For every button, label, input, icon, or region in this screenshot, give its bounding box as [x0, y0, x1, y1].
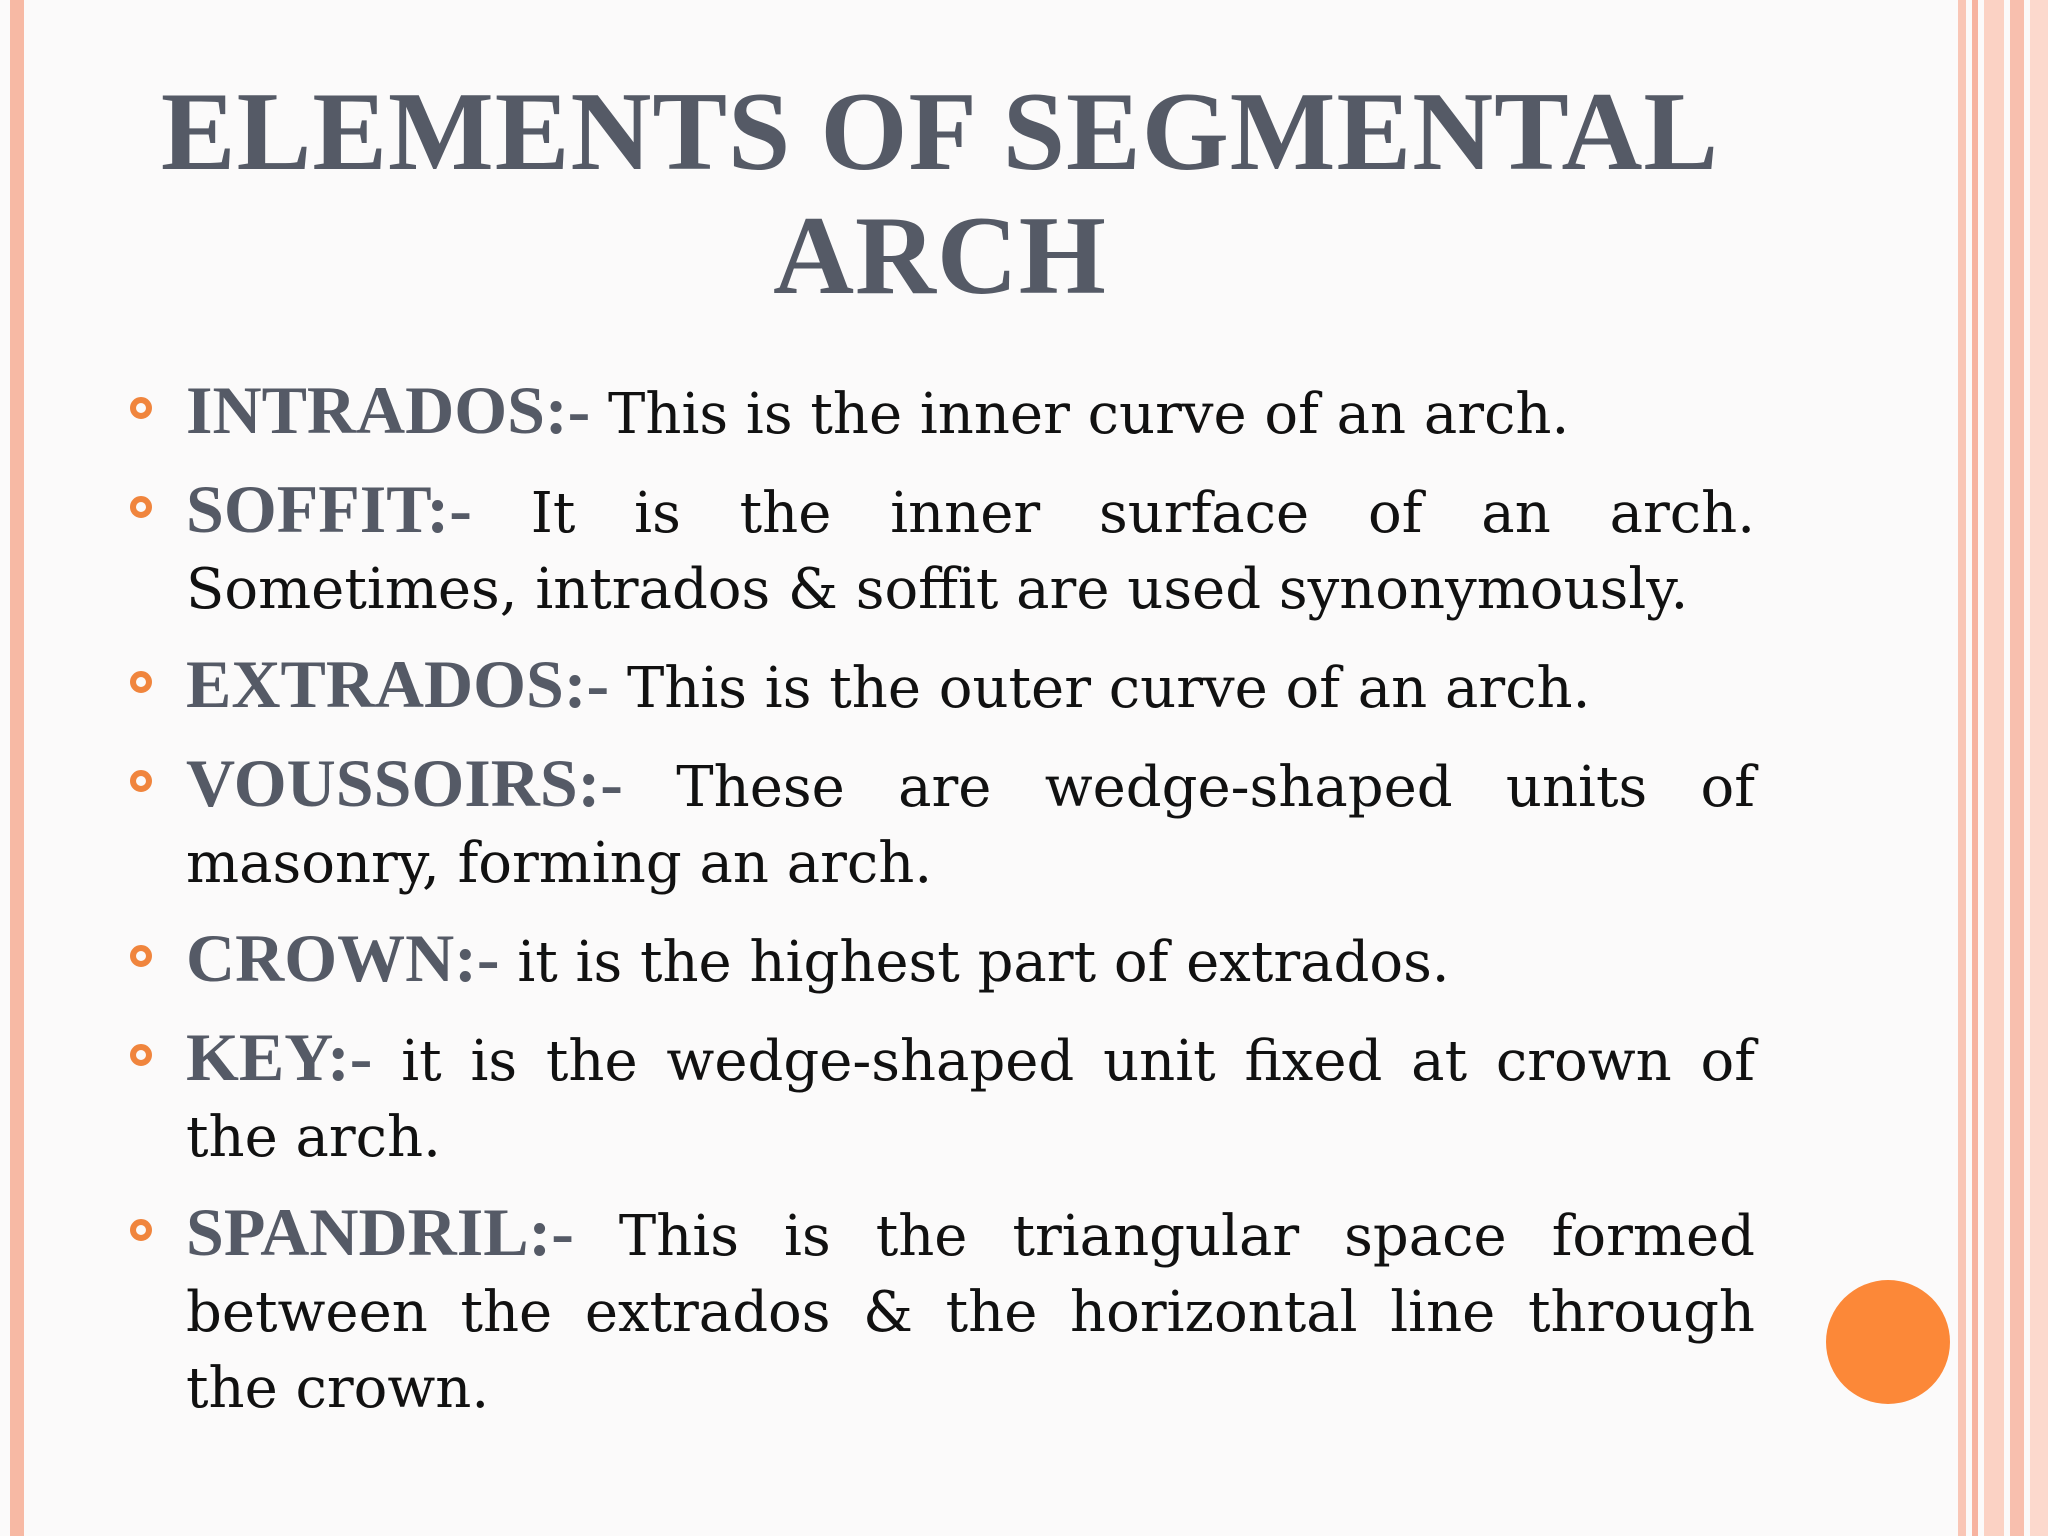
bullet-ring-icon — [130, 770, 152, 792]
left-border-stripe — [10, 0, 24, 1536]
bullet-text: it is the highest part of extrados. — [499, 930, 1450, 995]
bullet-key — [130, 1019, 1755, 1176]
bullet-term: INTRADOS:- — [186, 372, 591, 448]
bullet-term: CROWN:- — [186, 920, 500, 996]
bullet-term: KEY:- — [186, 1019, 373, 1095]
decorative-orange-circle — [1826, 1280, 1950, 1404]
right-border-stripe — [1972, 0, 1978, 1536]
right-border-stripe — [2030, 0, 2048, 1536]
bullet-term: EXTRADOS:- — [186, 646, 610, 722]
bullet-text: This is the triangular space formed between the extrados & the horizontal line through the crown. — [186, 1204, 1755, 1421]
slide-title — [100, 70, 1780, 318]
bullet-crown — [130, 920, 1755, 1001]
bullet-term: VOUSSOIRS:- — [186, 745, 623, 821]
bullet-text: This is the inner curve of an arch. — [590, 382, 1570, 447]
bullet-text: This is the outer curve of an arch. — [609, 656, 1591, 721]
bullet-list — [130, 372, 1755, 1445]
bullet-extrados — [130, 646, 1755, 727]
title-line-2: ARCH — [773, 194, 1107, 318]
bullet-spandril — [130, 1194, 1755, 1427]
title-line-1: ELEMENTS OF SEGMENTAL — [160, 70, 1720, 194]
bullet-voussoirs — [130, 745, 1755, 902]
bullet-text: These are wedge-shaped units of masonry, forming an arch. — [186, 755, 1755, 896]
bullet-ring-icon — [130, 671, 152, 693]
bullet-ring-icon — [130, 1219, 152, 1241]
bullet-ring-icon — [130, 945, 152, 967]
bullet-text: it is the wedge-shaped unit fixed at crown of the arch. — [186, 1029, 1755, 1170]
right-border-stripe — [1958, 0, 1966, 1536]
bullet-text: It is the inner surface of an arch. Sometimes, intrados & soffit are used synonymously. — [186, 481, 1755, 622]
bullet-ring-icon — [130, 1044, 152, 1066]
bullet-term: SOFFIT:- — [186, 471, 472, 547]
right-border-stripe — [1984, 0, 2004, 1536]
bullet-intrados — [130, 372, 1755, 453]
bullet-ring-icon — [130, 397, 152, 419]
right-border-stripe — [2010, 0, 2024, 1536]
bullet-term: SPANDRIL:- — [186, 1194, 574, 1270]
bullet-soffit — [130, 471, 1755, 628]
bullet-ring-icon — [130, 496, 152, 518]
